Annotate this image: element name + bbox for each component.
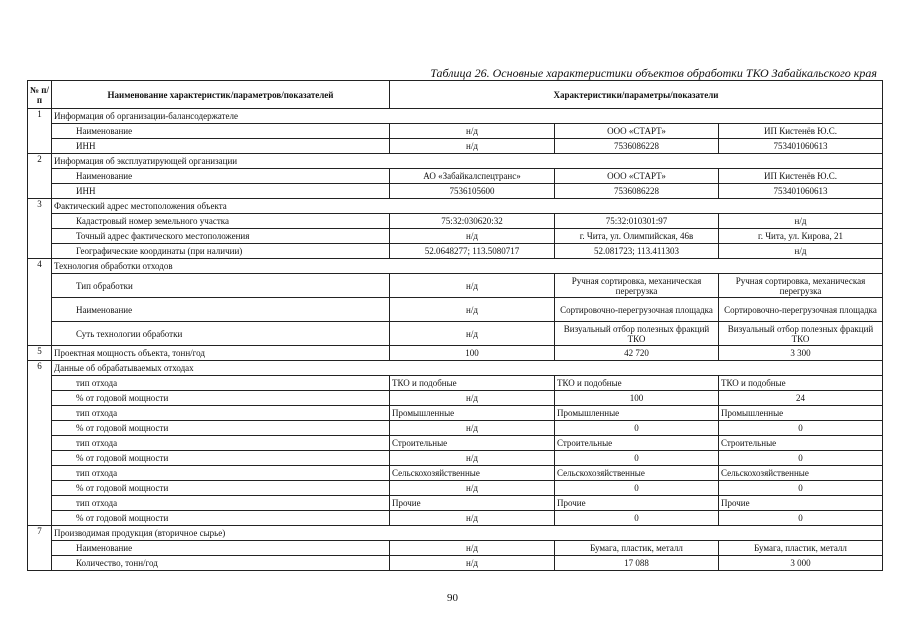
cell: Сортировочно-перегрузочная площадка xyxy=(719,298,883,322)
section-row xyxy=(28,109,883,124)
cell: Сельскохозяйственные xyxy=(390,466,555,481)
cell: н/д xyxy=(390,421,555,436)
cell: н/д xyxy=(390,274,555,298)
row-label: % от годовой мощности xyxy=(52,451,390,466)
row-label: Точный адрес фактического местоположения xyxy=(52,229,390,244)
row-label: Суть технологии обработки xyxy=(52,322,390,346)
cell: Строительные xyxy=(555,436,719,451)
cell: 52.081723; 113.411303 xyxy=(555,244,719,259)
table-row xyxy=(28,481,883,496)
header-values: Характеристики/параметры/показатели xyxy=(390,81,883,109)
section-title: Фактический адрес местоположения объекта xyxy=(52,199,883,214)
row-label: % от годовой мощности xyxy=(52,481,390,496)
cell: 3 000 xyxy=(719,556,883,571)
table-row xyxy=(28,496,883,511)
table-row xyxy=(28,139,883,154)
cell: Сортировочно-перегрузочная площадка xyxy=(555,298,719,322)
cell: н/д xyxy=(390,541,555,556)
cell: н/д xyxy=(390,322,555,346)
cell: 100 xyxy=(555,391,719,406)
cell: н/д xyxy=(390,511,555,526)
header-name: Наименование характеристик/параметров/показателей xyxy=(52,81,390,109)
cell: ООО «СТАРТ» xyxy=(555,169,719,184)
cell: Бумага, пластик, металл xyxy=(555,541,719,556)
section-num: 5 xyxy=(28,346,52,361)
cell: н/д xyxy=(390,229,555,244)
cell: Бумага, пластик, металл xyxy=(719,541,883,556)
cell: 753401060613 xyxy=(719,184,883,199)
row-label: тип отхода xyxy=(52,376,390,391)
row-label: ИНН xyxy=(52,139,390,154)
section-row xyxy=(28,361,883,376)
cell: 7536105600 xyxy=(390,184,555,199)
table-header-row xyxy=(28,81,883,109)
cell: 17 088 xyxy=(555,556,719,571)
row-label: Наименование xyxy=(52,541,390,556)
table-row xyxy=(28,229,883,244)
table-row xyxy=(28,124,883,139)
row-label: тип отхода xyxy=(52,466,390,481)
row-label: % от годовой мощности xyxy=(52,421,390,436)
table-row xyxy=(28,376,883,391)
table-row xyxy=(28,274,883,298)
section-row xyxy=(28,199,883,214)
row-label: Наименование xyxy=(52,298,390,322)
cell: 0 xyxy=(555,481,719,496)
section-title: Проектная мощность объекта, тонн/год xyxy=(52,346,390,361)
cell: 0 xyxy=(719,511,883,526)
cell: 75:32:030620:32 xyxy=(390,214,555,229)
cell: н/д xyxy=(719,244,883,259)
section-title: Производимая продукция (вторичное сырье) xyxy=(52,526,883,541)
cell: н/д xyxy=(719,214,883,229)
cell: Прочие xyxy=(390,496,555,511)
cell: Промышленные xyxy=(719,406,883,421)
cell: н/д xyxy=(390,298,555,322)
cell: АО «Забайкалспецтранс» xyxy=(390,169,555,184)
cell: 75:32:010301:97 xyxy=(555,214,719,229)
section-row xyxy=(28,154,883,169)
table-row xyxy=(28,298,883,322)
cell: Визуальный отбор полезных фракций ТКО xyxy=(555,322,719,346)
table-row xyxy=(28,541,883,556)
section-num: 7 xyxy=(28,526,52,571)
table-row xyxy=(28,511,883,526)
cell: Ручная сортировка, механическая перегрузка xyxy=(719,274,883,298)
section-title: Данные об обрабатываемых отходах xyxy=(52,361,883,376)
section-num: 3 xyxy=(28,199,52,259)
row-label: Тип обработки xyxy=(52,274,390,298)
table-row xyxy=(28,184,883,199)
cell: Ручная сортировка, механическая перегрузка xyxy=(555,274,719,298)
cell: Промышленные xyxy=(555,406,719,421)
row-label: Наименование xyxy=(52,124,390,139)
table-row xyxy=(28,466,883,481)
cell: Сельскохозяйственные xyxy=(555,466,719,481)
cell: 100 xyxy=(390,346,555,361)
cell: ТКО и подобные xyxy=(390,376,555,391)
cell: 42 720 xyxy=(555,346,719,361)
cell: ТКО и подобные xyxy=(555,376,719,391)
cell: 7536086228 xyxy=(555,184,719,199)
section-row xyxy=(28,526,883,541)
cell: 3 300 xyxy=(719,346,883,361)
row-label: тип отхода xyxy=(52,436,390,451)
cell: Визуальный отбор полезных фракций ТКО xyxy=(719,322,883,346)
row-label: ИНН xyxy=(52,184,390,199)
table-row xyxy=(28,244,883,259)
row-label: тип отхода xyxy=(52,496,390,511)
table-row xyxy=(28,322,883,346)
cell: г. Чита, ул. Олимпийская, 46в xyxy=(555,229,719,244)
section-num: 1 xyxy=(28,109,52,154)
table-row xyxy=(28,451,883,466)
row-label: % от годовой мощности xyxy=(52,391,390,406)
row-label: Кадастровый номер земельного участка xyxy=(52,214,390,229)
cell: Прочие xyxy=(719,496,883,511)
row-label: Географические координаты (при наличии) xyxy=(52,244,390,259)
header-num: № п/п xyxy=(28,81,52,109)
section-title: Информация об организации-балансодержателе xyxy=(52,109,883,124)
table-row xyxy=(28,391,883,406)
cell: г. Чита, ул. Кирова, 21 xyxy=(719,229,883,244)
cell: ТКО и подобные xyxy=(719,376,883,391)
row-label: Наименование xyxy=(52,169,390,184)
cell: Строительные xyxy=(390,436,555,451)
cell: 24 xyxy=(719,391,883,406)
section-row xyxy=(28,259,883,274)
section-title: Информация об эксплуатирующей организации xyxy=(52,154,883,169)
table-row xyxy=(28,556,883,571)
cell: 0 xyxy=(719,421,883,436)
cell: ИП Кистенёв Ю.С. xyxy=(719,124,883,139)
section-num: 2 xyxy=(28,154,52,199)
characteristics-table xyxy=(27,80,883,571)
table-row xyxy=(28,406,883,421)
row-label: тип отхода xyxy=(52,406,390,421)
cell: 52.0648277; 113.5080717 xyxy=(390,244,555,259)
cell: н/д xyxy=(390,451,555,466)
cell: 0 xyxy=(555,451,719,466)
cell: Сельскохозяйственные xyxy=(719,466,883,481)
cell: ИП Кистенёв Ю.С. xyxy=(719,169,883,184)
section-num: 4 xyxy=(28,259,52,346)
table-row xyxy=(28,169,883,184)
cell: Прочие xyxy=(555,496,719,511)
cell: 0 xyxy=(719,451,883,466)
page-number: 90 xyxy=(447,592,458,604)
row-label: Количество, тонн/год xyxy=(52,556,390,571)
cell: ООО «СТАРТ» xyxy=(555,124,719,139)
cell: Строительные xyxy=(719,436,883,451)
cell: н/д xyxy=(390,556,555,571)
cell: н/д xyxy=(390,481,555,496)
section-title: Технология обработки отходов xyxy=(52,259,883,274)
section-row xyxy=(28,346,883,361)
cell: н/д xyxy=(390,391,555,406)
cell: 0 xyxy=(555,421,719,436)
row-label: % от годовой мощности xyxy=(52,511,390,526)
cell: 7536086228 xyxy=(555,139,719,154)
cell: 0 xyxy=(555,511,719,526)
cell: 0 xyxy=(719,481,883,496)
table-caption: Таблица 26. Основные характеристики объектов обработки ТКО Забайкальского края xyxy=(430,66,877,80)
cell: н/д xyxy=(390,124,555,139)
cell: 753401060613 xyxy=(719,139,883,154)
section-num: 6 xyxy=(28,361,52,526)
table-row xyxy=(28,214,883,229)
cell: Промышленные xyxy=(390,406,555,421)
cell: н/д xyxy=(390,139,555,154)
table-row xyxy=(28,436,883,451)
table-row xyxy=(28,421,883,436)
